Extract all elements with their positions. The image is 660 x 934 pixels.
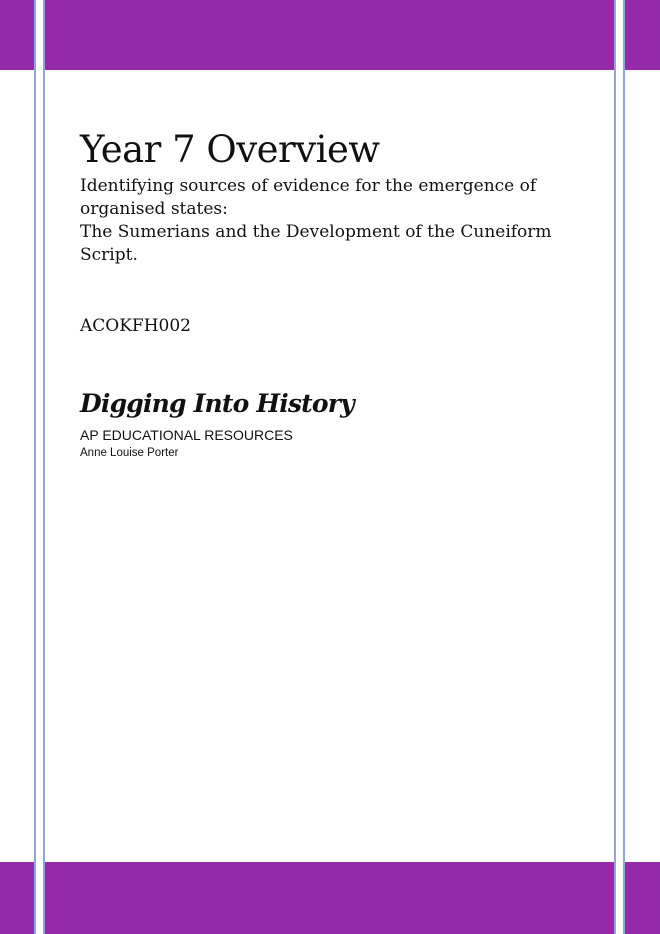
left-inner-rule [43, 0, 45, 934]
brand-organisation: AP EDUCATIONAL RESOURCES [80, 427, 293, 443]
brand-logo-text: Digging Into History [80, 389, 354, 418]
subtitle-line: The Sumerians and the Development of the Cuneiform [80, 222, 552, 242]
subtitle-line: Identifying sources of evidence for the emergence of [80, 176, 537, 196]
brand-author: Anne Louise Porter [80, 447, 179, 459]
top-purple-band [0, 0, 660, 70]
brand-block [80, 388, 380, 461]
subtitle-line: organised states: [80, 199, 228, 219]
left-margin-gap [35, 0, 43, 934]
bottom-purple-band [0, 862, 660, 934]
curriculum-code: ACOKFH002 [80, 316, 191, 336]
right-inner-rule [614, 0, 616, 934]
right-outer-rule [623, 0, 625, 934]
subtitle-line: Script. [80, 245, 138, 265]
title-block [80, 128, 600, 267]
left-outer-rule [34, 0, 36, 934]
subtitle [80, 175, 600, 267]
page-title: Year 7 Overview [80, 128, 380, 171]
